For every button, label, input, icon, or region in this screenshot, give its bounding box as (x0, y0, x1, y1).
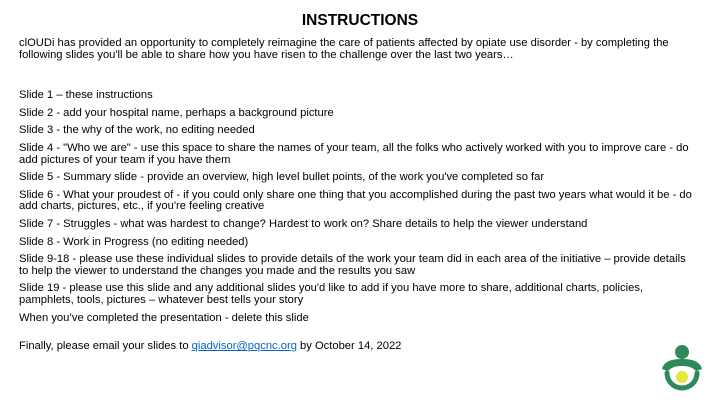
instruction-item: Slide 7 - Struggles - what was hardest to change? Hardest to work on? Share details to help the viewer understand (19, 217, 588, 230)
logo-center (676, 371, 688, 383)
finally-suffix: by October 14, 2022 (296, 340, 402, 353)
finally-prefix: Finally, please email your slides to (19, 340, 192, 353)
instruction-item: Slide 6 - What your proudest of - if you could only share one thing that you accomplished during the past two years what would it be - do add charts, pictures, etc., if you're feeling creative (19, 188, 692, 213)
email-link[interactable]: qiadvisor@pqcnc.org (191, 340, 297, 353)
instruction-item: Slide 9-18 - please use these individual slides to provide details of the work your team did in each area of the initiative – provide details to help the viewer to understand the changes you made and the results you saw (19, 253, 686, 277)
instruction-item: Slide 8 - Work in Progress (no editing needed) (19, 235, 249, 248)
finally-paragraph (19, 341, 695, 353)
instruction-item: Slide 3 - the why of the work, no editing needed (19, 124, 255, 137)
logo-head (675, 345, 689, 359)
intro-paragraph: clOUDi has provided an opportunity to completely reimagine the care of patients affected by opiate use disorder - by completing the following slides you'll be able to share how you have risen to the challenge over the last two years… (19, 37, 669, 61)
instruction-item: Slide 5 - Summary slide - provide an overview, high level bullet points, of the work you've completed so far (19, 171, 545, 184)
instruction-item: Slide 2 - add your hospital name, perhaps a background picture (19, 106, 334, 119)
instruction-item: Slide 4 - "Who we are" - use this space to share the names of your team, all the folks who actively worked with you to improve care - do add pictures of your team if you have them (19, 141, 689, 166)
person-circle-logo-icon (658, 343, 706, 393)
slide-title: INSTRUCTIONS (301, 12, 419, 29)
instruction-item: When you’ve completed the presentation - delete this slide (19, 311, 309, 324)
slide-body (19, 38, 695, 353)
instruction-item: Slide 1 – these instructions (19, 89, 153, 102)
logo-arms (662, 359, 702, 371)
instruction-item: Slide 19 - please use this slide and any additional slides you'd like to add if you have more to share, additional charts, policies, pamphlets, tools, pictures – whatever best tells your story (19, 282, 644, 306)
